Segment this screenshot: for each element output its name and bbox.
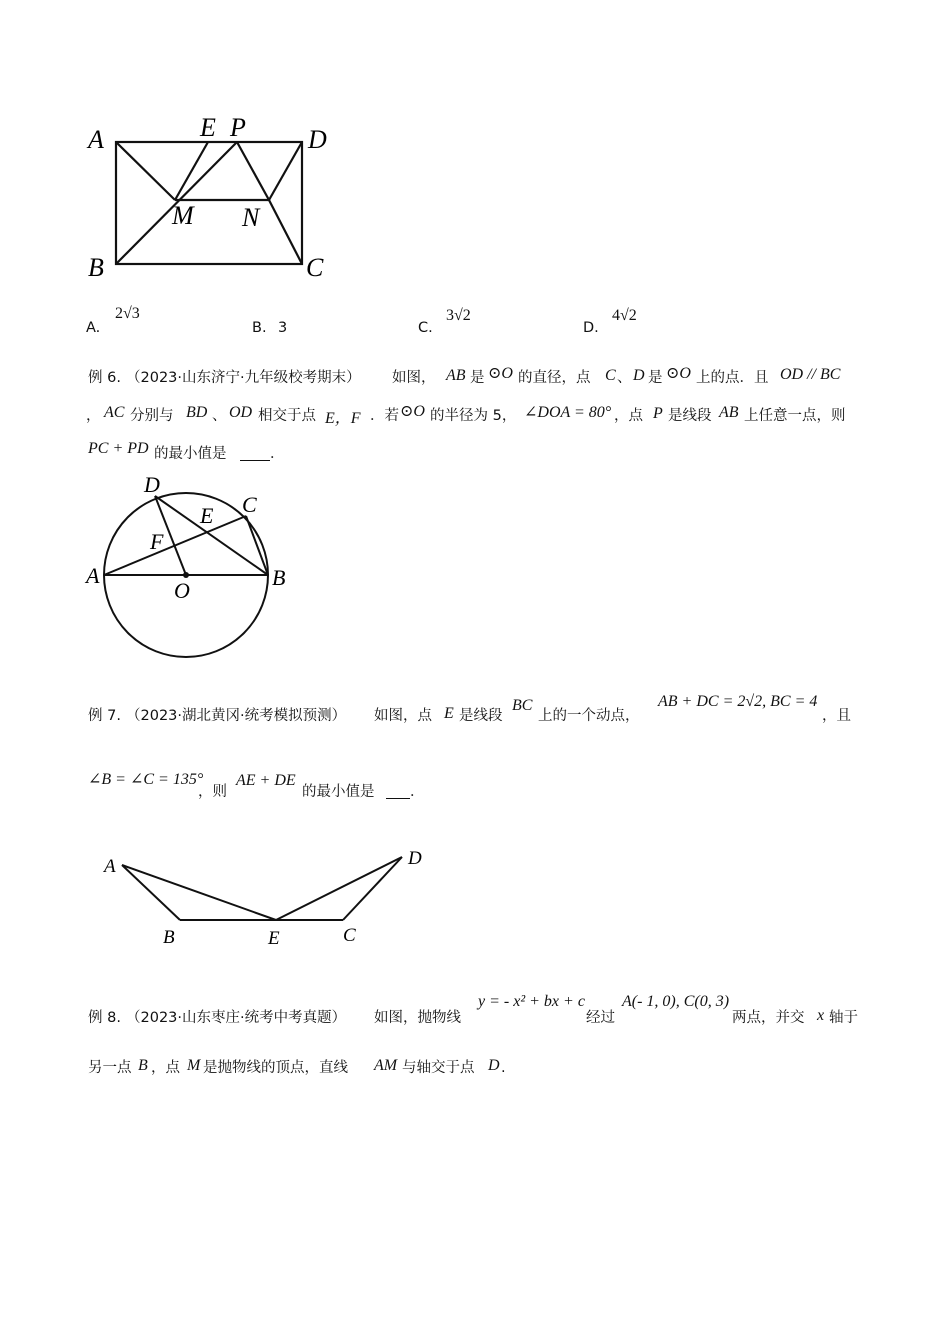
answer-blank <box>240 446 270 461</box>
choice-value: 2√3 <box>115 305 140 322</box>
choice-letter: B. <box>252 320 267 336</box>
text: 是线段 <box>459 708 503 724</box>
math: y = - x² + bx + c <box>478 993 585 1010</box>
math: P <box>653 405 663 422</box>
text: 上任意一点，则 <box>744 408 846 424</box>
math: PC + PD <box>88 440 149 457</box>
label-a: A <box>86 563 100 588</box>
text: 如图， <box>392 370 436 386</box>
math: AB + DC = 2√2, BC = 4 <box>658 693 818 710</box>
math: OD <box>229 404 253 421</box>
text: ，点 <box>614 408 643 424</box>
text: ，点 <box>151 1060 180 1076</box>
text: ，则 <box>198 784 227 800</box>
figure-circle <box>80 470 300 670</box>
label-n: N <box>242 203 260 232</box>
choice-letter: A. <box>86 320 101 336</box>
figure-rectangle <box>80 110 340 290</box>
math: BD <box>186 404 208 421</box>
math: OD // BC <box>780 366 841 383</box>
text: 的直径，点 <box>518 370 591 386</box>
math: D <box>488 1057 500 1074</box>
text: 是抛物线的顶点，直线 <box>203 1060 348 1076</box>
math: x <box>817 1007 825 1024</box>
label-c: C <box>306 253 324 282</box>
text: 是线段 <box>668 408 712 424</box>
rectangle-abcd <box>116 142 302 264</box>
text: 的半径为 5， <box>430 408 517 424</box>
example-source: （2023·山东济宁·九年级校考期末） <box>126 370 361 386</box>
example-label: 例 6. <box>88 370 121 386</box>
text: ． <box>270 446 285 462</box>
label-c: C <box>242 492 257 517</box>
text: ． <box>410 784 425 800</box>
math: E，F <box>325 410 361 427</box>
segment-cd <box>343 857 402 920</box>
math: AE + DE <box>236 772 296 789</box>
label-e: E <box>200 503 214 528</box>
math: AC <box>104 404 125 421</box>
label-b: B <box>272 565 286 590</box>
text: 的最小值是 <box>302 784 375 800</box>
math: C <box>605 367 616 384</box>
choice-value: 3 <box>278 320 288 336</box>
text: 分别与 <box>130 408 174 424</box>
text: 轴于 <box>829 1010 858 1026</box>
text: 、 <box>617 370 632 386</box>
label-o: O <box>174 578 190 603</box>
segment-nc <box>269 200 302 264</box>
segment-am <box>116 142 175 200</box>
math: B <box>138 1057 148 1074</box>
example-source: （2023·湖北黄冈·统考模拟预测） <box>126 708 347 724</box>
math: ⊙O <box>488 365 513 382</box>
label-d: D <box>408 848 422 869</box>
text: 如图，抛物线 <box>374 1010 461 1026</box>
math: ⊙O <box>666 365 691 382</box>
text: 是 <box>470 370 485 386</box>
label-c: C <box>343 925 356 946</box>
text: 两点，并交 <box>732 1010 805 1026</box>
math: A(- 1, 0), C(0, 3) <box>622 993 730 1010</box>
math: BC <box>512 697 533 714</box>
label-a: A <box>88 125 104 154</box>
text: 上的一个动点， <box>538 708 640 724</box>
choice-value: 4√2 <box>612 307 637 324</box>
label-d: D <box>144 472 160 497</box>
label-p: P <box>230 113 246 142</box>
choice-letter: C. <box>418 320 433 336</box>
example-source: （2023·山东枣庄·统考中考真题） <box>126 1010 347 1026</box>
text: 是 <box>648 370 663 386</box>
text: . <box>501 1060 506 1076</box>
text: 上的点．且 <box>696 370 769 386</box>
text: 如图，点 <box>374 708 432 724</box>
segment-dn <box>269 142 302 200</box>
text: ， <box>86 408 101 424</box>
label-e: E <box>268 928 280 949</box>
segment-ed <box>276 857 402 920</box>
label-b: B <box>88 253 104 282</box>
label-d: D <box>308 125 327 154</box>
label-b: B <box>163 927 175 948</box>
figure-path <box>100 840 440 955</box>
label-a: A <box>104 856 116 877</box>
math: AM <box>374 1057 398 1074</box>
math: AB <box>446 367 466 384</box>
segment-ae <box>122 865 276 920</box>
answer-blank <box>386 784 410 799</box>
math: D <box>633 367 645 384</box>
text: 相交于点 <box>258 408 316 424</box>
math: ⊙O <box>400 403 425 420</box>
label-e: E <box>200 113 216 142</box>
segment-em <box>175 142 208 200</box>
label-m: M <box>172 201 194 230</box>
math: E <box>444 705 454 722</box>
example-label: 例 8. <box>88 1010 121 1026</box>
math: AB <box>719 404 739 421</box>
math: M <box>187 1057 201 1074</box>
text: 与轴交于点 <box>402 1060 475 1076</box>
text: 经过 <box>586 1010 615 1026</box>
example-label: 例 7. <box>88 708 121 724</box>
text: 另一点 <box>88 1060 132 1076</box>
text: 、 <box>212 408 227 424</box>
choice-letter: D. <box>583 320 599 336</box>
math: ∠B = ∠C = 135° <box>88 771 204 788</box>
segment-pn <box>237 142 269 200</box>
label-f: F <box>150 529 164 554</box>
math: ∠DOA = 80° <box>524 404 612 421</box>
choice-value: 3√2 <box>446 307 471 324</box>
text: ，且 <box>822 708 851 724</box>
segment-ab <box>122 865 180 920</box>
text: 的最小值是 <box>154 446 227 462</box>
text: ．若 <box>370 408 399 424</box>
